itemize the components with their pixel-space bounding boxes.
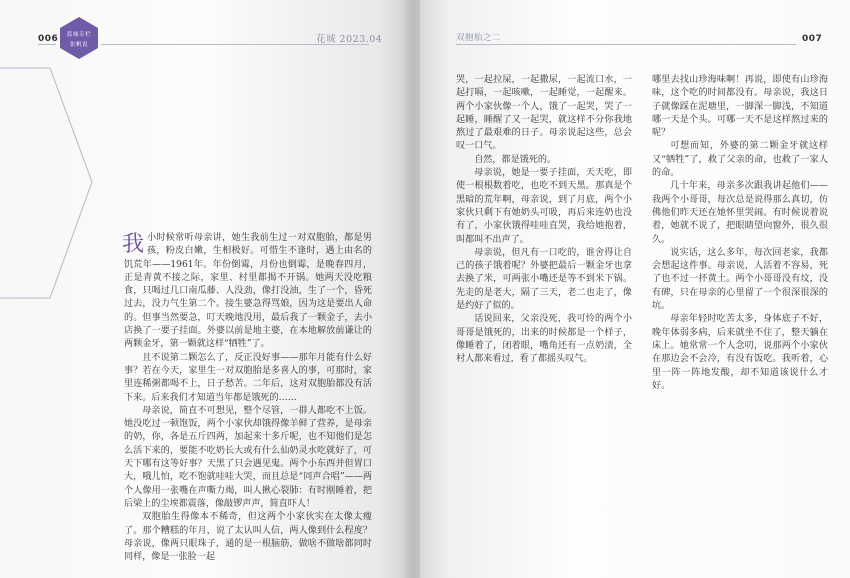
paragraph: 哭，一起拉屎，一起撒尿，一起流口水，一起打嗝，一起咳嗽，一起睡觉，一起醒来。两个小家伙像一个人，饿了一起哭，哭了一起睡，睡醒了又一起哭，就这样不分你我地熬过了最艰难的日子。母亲说起这些，总会叹一口气。 bbox=[456, 75, 632, 152]
paragraph: 母亲说，她是一要子挂面，天天吃，即使一根根数着吃，也吃不到天黑。那真是个黑暗的荒年啊，母亲说，到了月底，两个小家伙只剩下有她奶头可吸，再后来连奶也没有了，小家伙饿得哇哇直哭，我给她抱着，叫都叫不出声了。 bbox=[456, 168, 632, 245]
right-page bbox=[420, 0, 850, 578]
header-rule bbox=[38, 44, 56, 45]
section-title: 双胞胎之二 bbox=[456, 33, 502, 43]
article-body-left bbox=[124, 232, 372, 564]
badge-line1: 蓝城专栏 bbox=[66, 32, 92, 38]
hexagon-outline-decoration bbox=[0, 62, 95, 302]
paragraph: 话说回来，父亲没死，我可怜的两个小哥哥是饿死的，出来的时候都是一个样子，像睡着了，闭着眼，嘴角还有一点奶渍，全村人都来看过，看了都摇头叹气。 bbox=[456, 314, 632, 365]
magazine-title: 花城 2023.04 bbox=[316, 34, 383, 45]
paragraph: 母亲说，但凡有一口吃的，谁舍得让自己的孩子饿着呢？外婆把最后一颗金牙也拿去换了米，可两张小嘴还是等不到米下锅。先走的是老大，隔了三天，老二也走了，像是约好了似的。 bbox=[456, 247, 632, 312]
badge-line2: 张帆说 bbox=[69, 42, 89, 48]
paragraph: 双胞胎生得像本不稀奇，但这两个小家伙实在太像太瘦了。那个糟糕的年月，说了太认叫人信，两人像到什么程度？母亲说，像两只眼珠子，通的是一根脑筋，做啥不做啥都同时同样，像是一张脸一起 bbox=[124, 512, 372, 563]
hexagon-badge-icon bbox=[57, 16, 101, 60]
paragraph: 且不说第二颗怎么了，反正没好事——那年月能有什么好事？若在今天，家里生一对双胞胎是多喜人的事，可那时，家里连稀粥都喝不上，日子愁苦。二年后，这对双胞胎都没有活下来。后来我们才知道当年都是饿死的…… bbox=[124, 352, 372, 403]
paragraph: 几十年来，母亲多次跟我讲起他们——我两个小哥哥，每次总是说得那么真切，仿佛他们昨天还在她怀里哭闹。有时候说着说着，她就不说了，把眼睛望向窗外，很久很久。 bbox=[652, 181, 828, 245]
paragraph: 母亲年轻时吃苦太多，身体底子不好，晚年体弱多病，后来就坐不住了，整天躺在床上。她常常一个人念叨，说那两个小家伙在那边会不会冷，有没有饭吃。我听着，心里一阵一阵地发酸，却不知道该说什么才好。 bbox=[652, 314, 828, 391]
paragraph: 自然，都是饿死的。 bbox=[474, 154, 557, 165]
drop-cap: 我 bbox=[122, 232, 145, 257]
paragraph: 说实话，这么多年，每次回老家，我都会想起这件事。母亲说，人活着不容易，死了也不过一抔黄土。两个小哥哥没有坟，没有碑，只在母亲的心里留了一个很深很深的坑。 bbox=[652, 247, 828, 312]
paragraph: 我小时候常听母亲讲，她生我前生过一对双胞胎，都是男孩，粉皮白嫩，生相极好。可惜生不逢时，遇上由名的饥荒年——1961年。年份倒霉，月份也倒霉，是晚春四月，正是青黄不接之际，家里、村里都揭不开锅。她两天没吃粮食，只喝过几口南瓜藤、人没劲，像打没油，生了一个，昏死过去，没力气生第二个。接生婆急得骂娘，因为这是要出人命的。但事当然要急，叮天晚地没用，最后我了一颗金子，去小店换了一要子挂面。外婆以前是地主婆，在本地解放前谦让的两颗金牙，第一颗就这样“牺牲”了。 bbox=[122, 232, 372, 350]
column-badge bbox=[57, 16, 101, 60]
paragraph: 可想而知，外婆的第二颗金牙就这样又“牺牲”了，救了父亲的命，也救了一家人的命。 bbox=[652, 141, 828, 179]
left-page bbox=[0, 0, 408, 578]
paragraph: 哪里去找山珍海味啊！再说，即使有山珍海味，这个吃的时间都没有。母亲说，我这日子就像踩在泥塘里，一脚深一脚浅，不知道哪一天是个头。可哪一天不是这样熬过来的呢？ bbox=[652, 75, 828, 139]
paragraph: 母亲说，简直不可想见，整个尽管，一群人都吃不上饭。她没吃过一顿饱饭，两个小家伙却饿得像羊鲜了营养，是母亲的奶，你，各是五斤四两，加起来十多斤呢，也不知他们是怎么活下来的，要能不吃奶长大或有什么仙奶灵水吃就好了，可天下哪有这等好事？天黑了只会遇见鬼。两个小东西并但胃口大，哦儿怕，吃不饱就哇哇大哭，而且总是“同声合唱”——两个人像用一张嘴在声嘶力竭，叫人揪心裂肺：有时刚睡着，把后梁上的尘埃都震落，像敲锣声声，简直吓人！ bbox=[124, 405, 372, 509]
page-number: 006 bbox=[38, 34, 59, 44]
article-column-1 bbox=[456, 74, 632, 554]
page-number: 007 bbox=[802, 34, 823, 44]
header-rule bbox=[456, 44, 796, 45]
article-column-2 bbox=[652, 74, 828, 554]
